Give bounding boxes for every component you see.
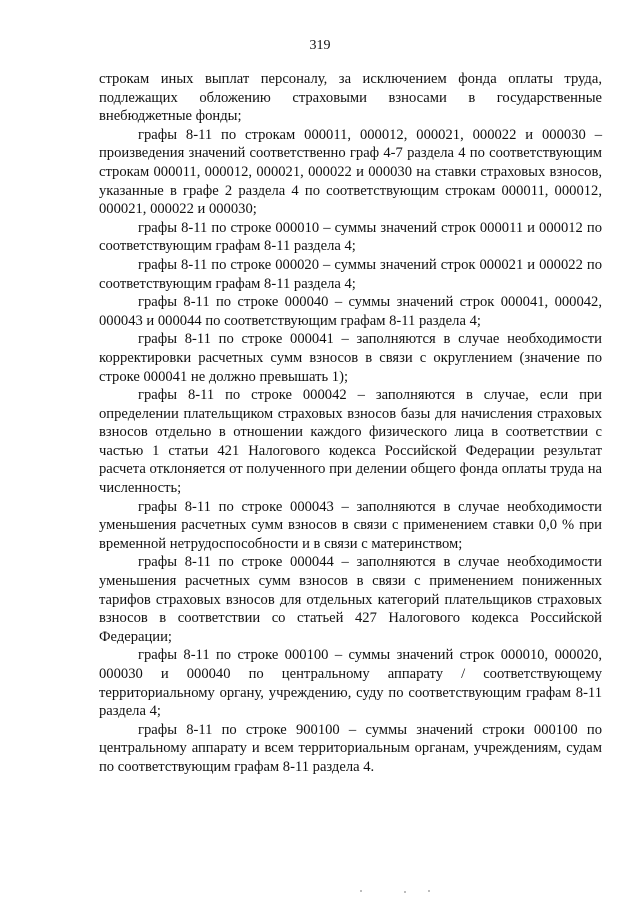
scan-artifact bbox=[428, 890, 430, 892]
paragraph: графы 8-11 по строке 000010 – суммы значений строк 000011 и 000012 по соответствующим графам 8-11 раздела 4; bbox=[99, 219, 602, 255]
paragraph: графы 8-11 по строке 000044 – заполняются в случае необходимости уменьшения расчетных сумм взносов в связи с применением пониженных тарифов страховых взносов для отдельных категорий плательщиков страховых взносов в соответствии со статьей 427 Налогового кодекса Российской Федерации; bbox=[99, 554, 602, 645]
scan-artifact bbox=[404, 891, 406, 893]
paragraph: графы 8-11 по строке 000043 – заполняются в случае необходимости уменьшения расчетных сумм взносов в связи с применением ставки 0,0 % при временной нетрудоспособности и в связи с материнством; bbox=[99, 498, 602, 552]
paragraph: графы 8-11 по строкам 000011, 000012, 000021, 000022 и 000030 – произведения значений соответственно граф 4-7 раздела 4 по соответствующим строкам 000011, 000012, 000021, 000022 и 000030 на ставки страховых взносов, указанные в графе 2 раздела 4 по соответствующим строкам 000011, 000012, 000021, 000022 и 000030; bbox=[99, 126, 602, 218]
scan-artifact bbox=[360, 890, 362, 892]
page-number: 319 bbox=[309, 38, 331, 53]
document-body bbox=[99, 70, 602, 777]
paragraph: графы 8-11 по строке 900100 – суммы значений строки 000100 по центральному аппарату и всем территориальным органам, учреждениям, судам по соответствующим графам 8-11 раздела 4. bbox=[99, 721, 602, 775]
paragraph: графы 8-11 по строке 000020 – суммы значений строк 000021 и 000022 по соответствующим графам 8-11 раздела 4; bbox=[99, 256, 602, 292]
paragraph-continuation: строкам иных выплат персоналу, за исключением фонда оплаты труда, подлежащих обложению страховыми взносами в государственные внебюджетные фонды; bbox=[99, 71, 602, 125]
paragraph: графы 8-11 по строке 000040 – суммы значений строк 000041, 000042, 000043 и 000044 по соответствующим графам 8-11 раздела 4; bbox=[99, 294, 602, 329]
paragraph: графы 8-11 по строке 000042 – заполняются в случае, если при определении плательщиком страховых взносов базы для начисления страховых взносов отдельно в отношении каждого физического лица в соответствии с частью 1 статьи 421 Налогового кодекса Российской Федерации результат расчета отклоняется от полученного при делении общего фонда оплаты труда на численность; bbox=[99, 387, 602, 497]
paragraph: графы 8-11 по строке 000100 – суммы значений строк 000010, 000020, 000030 и 000040 по центральному аппарату / соответствующему территориальному органу, учреждению, суду по соответствующим графам 8-11 раздела 4; bbox=[99, 647, 602, 720]
paragraph: графы 8-11 по строке 000041 – заполняются в случае необходимости корректировки расчетных сумм взносов в связи с округлением (значение по строке 000041 не должно превышать 1); bbox=[99, 331, 602, 385]
